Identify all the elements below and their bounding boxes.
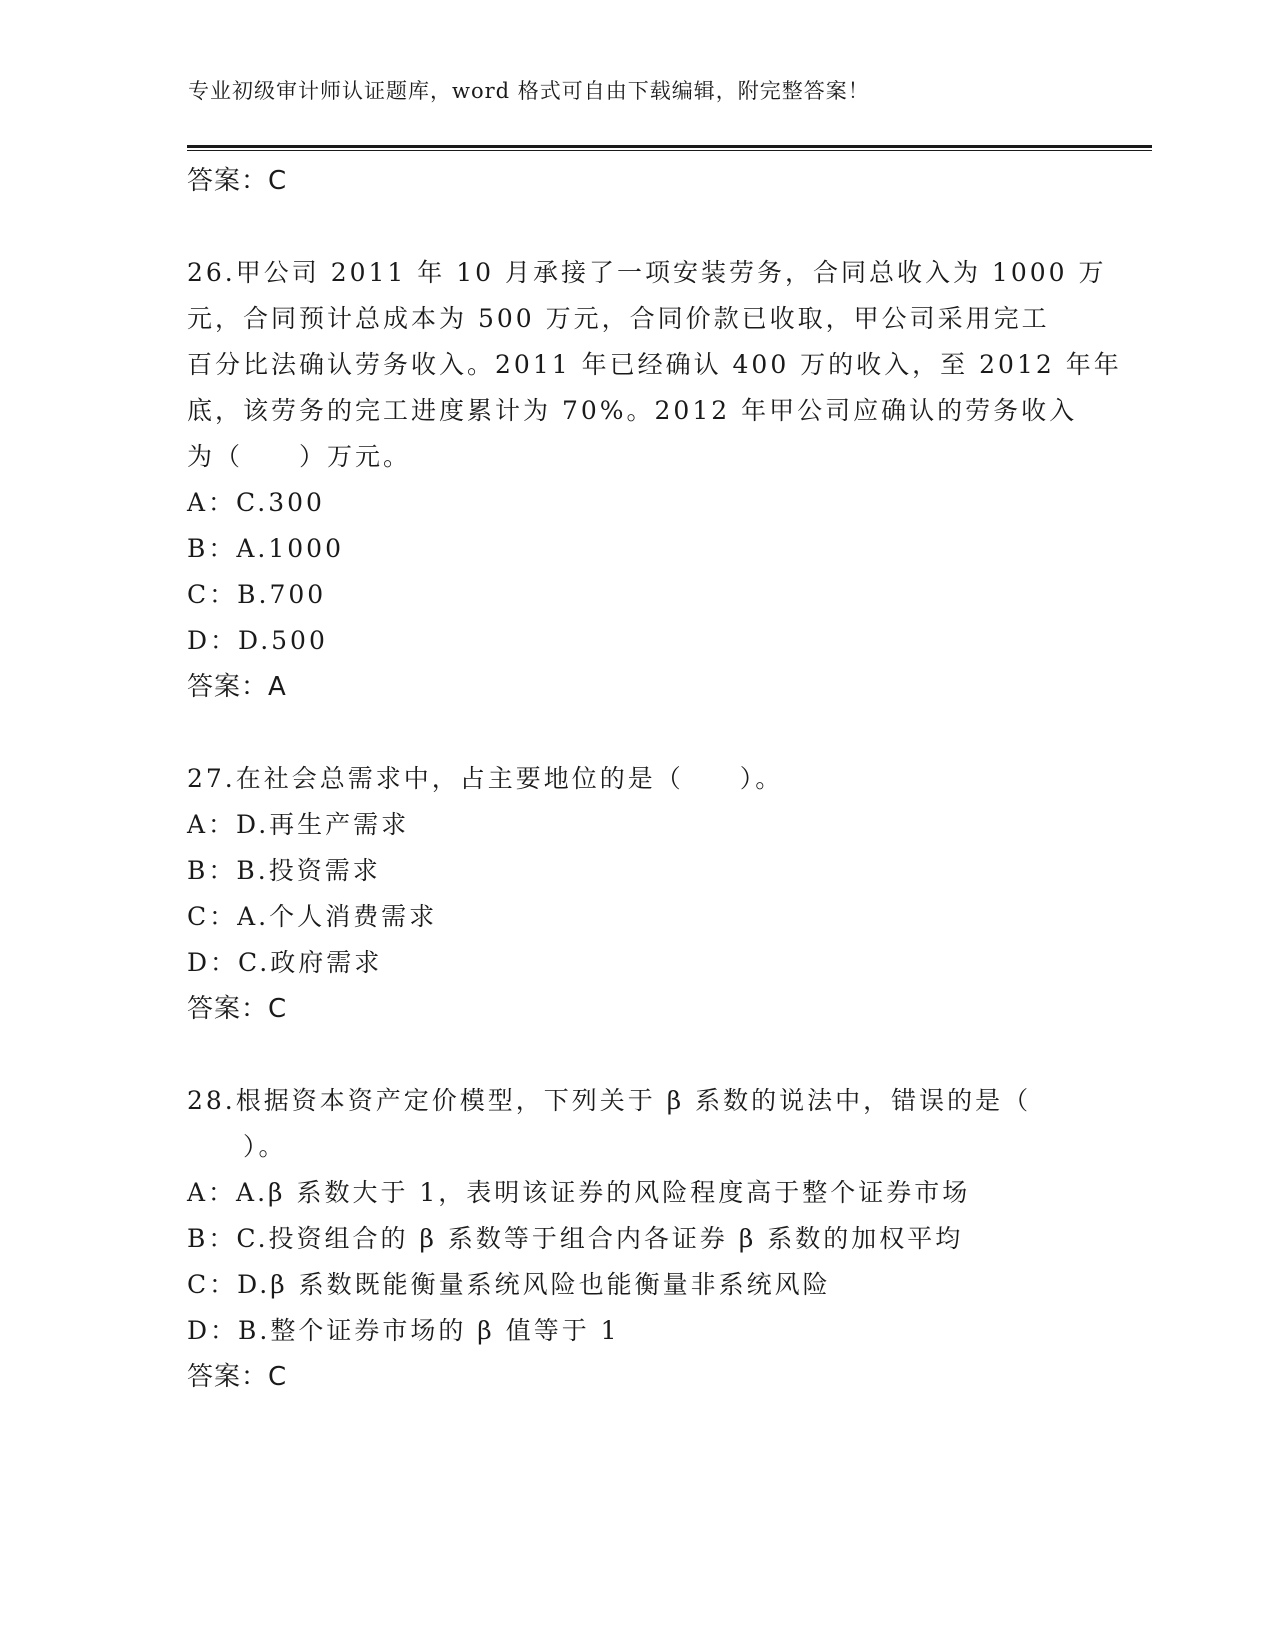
- spacer: [187, 1032, 1077, 1078]
- option-b: B：C.投资组合的 β 系数等于组合内各证券 β 系数的加权平均: [187, 1224, 964, 1253]
- stem-line: 百分比法确认劳务收入。2011 年已经确认 400 万的收入，至 2012 年年: [187, 350, 1122, 379]
- stem-line: 27.在社会总需求中，占主要地位的是（ ）。: [187, 764, 784, 793]
- spacer: [187, 204, 1077, 250]
- answer-line: 答案：C: [187, 1362, 288, 1392]
- option-a: A：C.300: [187, 488, 325, 517]
- question-27: [187, 756, 1077, 1032]
- stem-line: 为（ ）万元。: [187, 442, 412, 471]
- stem-line: ）。: [187, 1132, 287, 1161]
- option-c: C：B.700: [187, 580, 327, 609]
- option-a: A：A.β 系数大于 1，表明该证券的风险程度高于整个证券市场: [187, 1178, 971, 1207]
- question-list: [187, 158, 1122, 1400]
- option-d: D：C.政府需求: [187, 948, 383, 977]
- spacer: [187, 710, 1077, 756]
- question-26: [187, 250, 1122, 710]
- question-stem: [187, 756, 1077, 802]
- option-d: D：D.500: [187, 626, 328, 655]
- header-divider: [187, 145, 1152, 151]
- stem-line: 26.甲公司 2011 年 10 月承接了一项安装劳务，合同总收入为 1000 万: [187, 258, 1107, 287]
- answer-line: 答案：A: [187, 672, 287, 702]
- answer-line: 答案：C: [187, 994, 288, 1024]
- question-stem: [187, 250, 1122, 480]
- stem-line: 28.根据资本资产定价模型，下列关于 β 系数的说法中，错误的是（: [187, 1086, 1032, 1115]
- question-28: [187, 1078, 1077, 1400]
- option-b: B：A.1000: [187, 534, 344, 563]
- option-c: C：D.β 系数既能衡量系统风险也能衡量非系统风险: [187, 1270, 831, 1299]
- option-b: B：B.投资需求: [187, 856, 381, 885]
- question-stem: [187, 1078, 1077, 1170]
- stem-line: 底，该劳务的完工进度累计为 70%。2012 年甲公司应确认的劳务收入: [187, 396, 1078, 425]
- page-header: 专业初级审计师认证题库，word 格式可自由下载编辑，附完整答案！: [188, 79, 870, 103]
- option-a: A：D.再生产需求: [187, 810, 410, 839]
- previous-answer: 答案：C: [187, 166, 288, 196]
- stem-line: 元，合同预计总成本为 500 万元，合同价款已收取，甲公司采用完工: [187, 304, 1050, 333]
- option-c: C：A.个人消费需求: [187, 902, 438, 931]
- option-d: D：B.整个证券市场的 β 值等于 1: [187, 1316, 620, 1345]
